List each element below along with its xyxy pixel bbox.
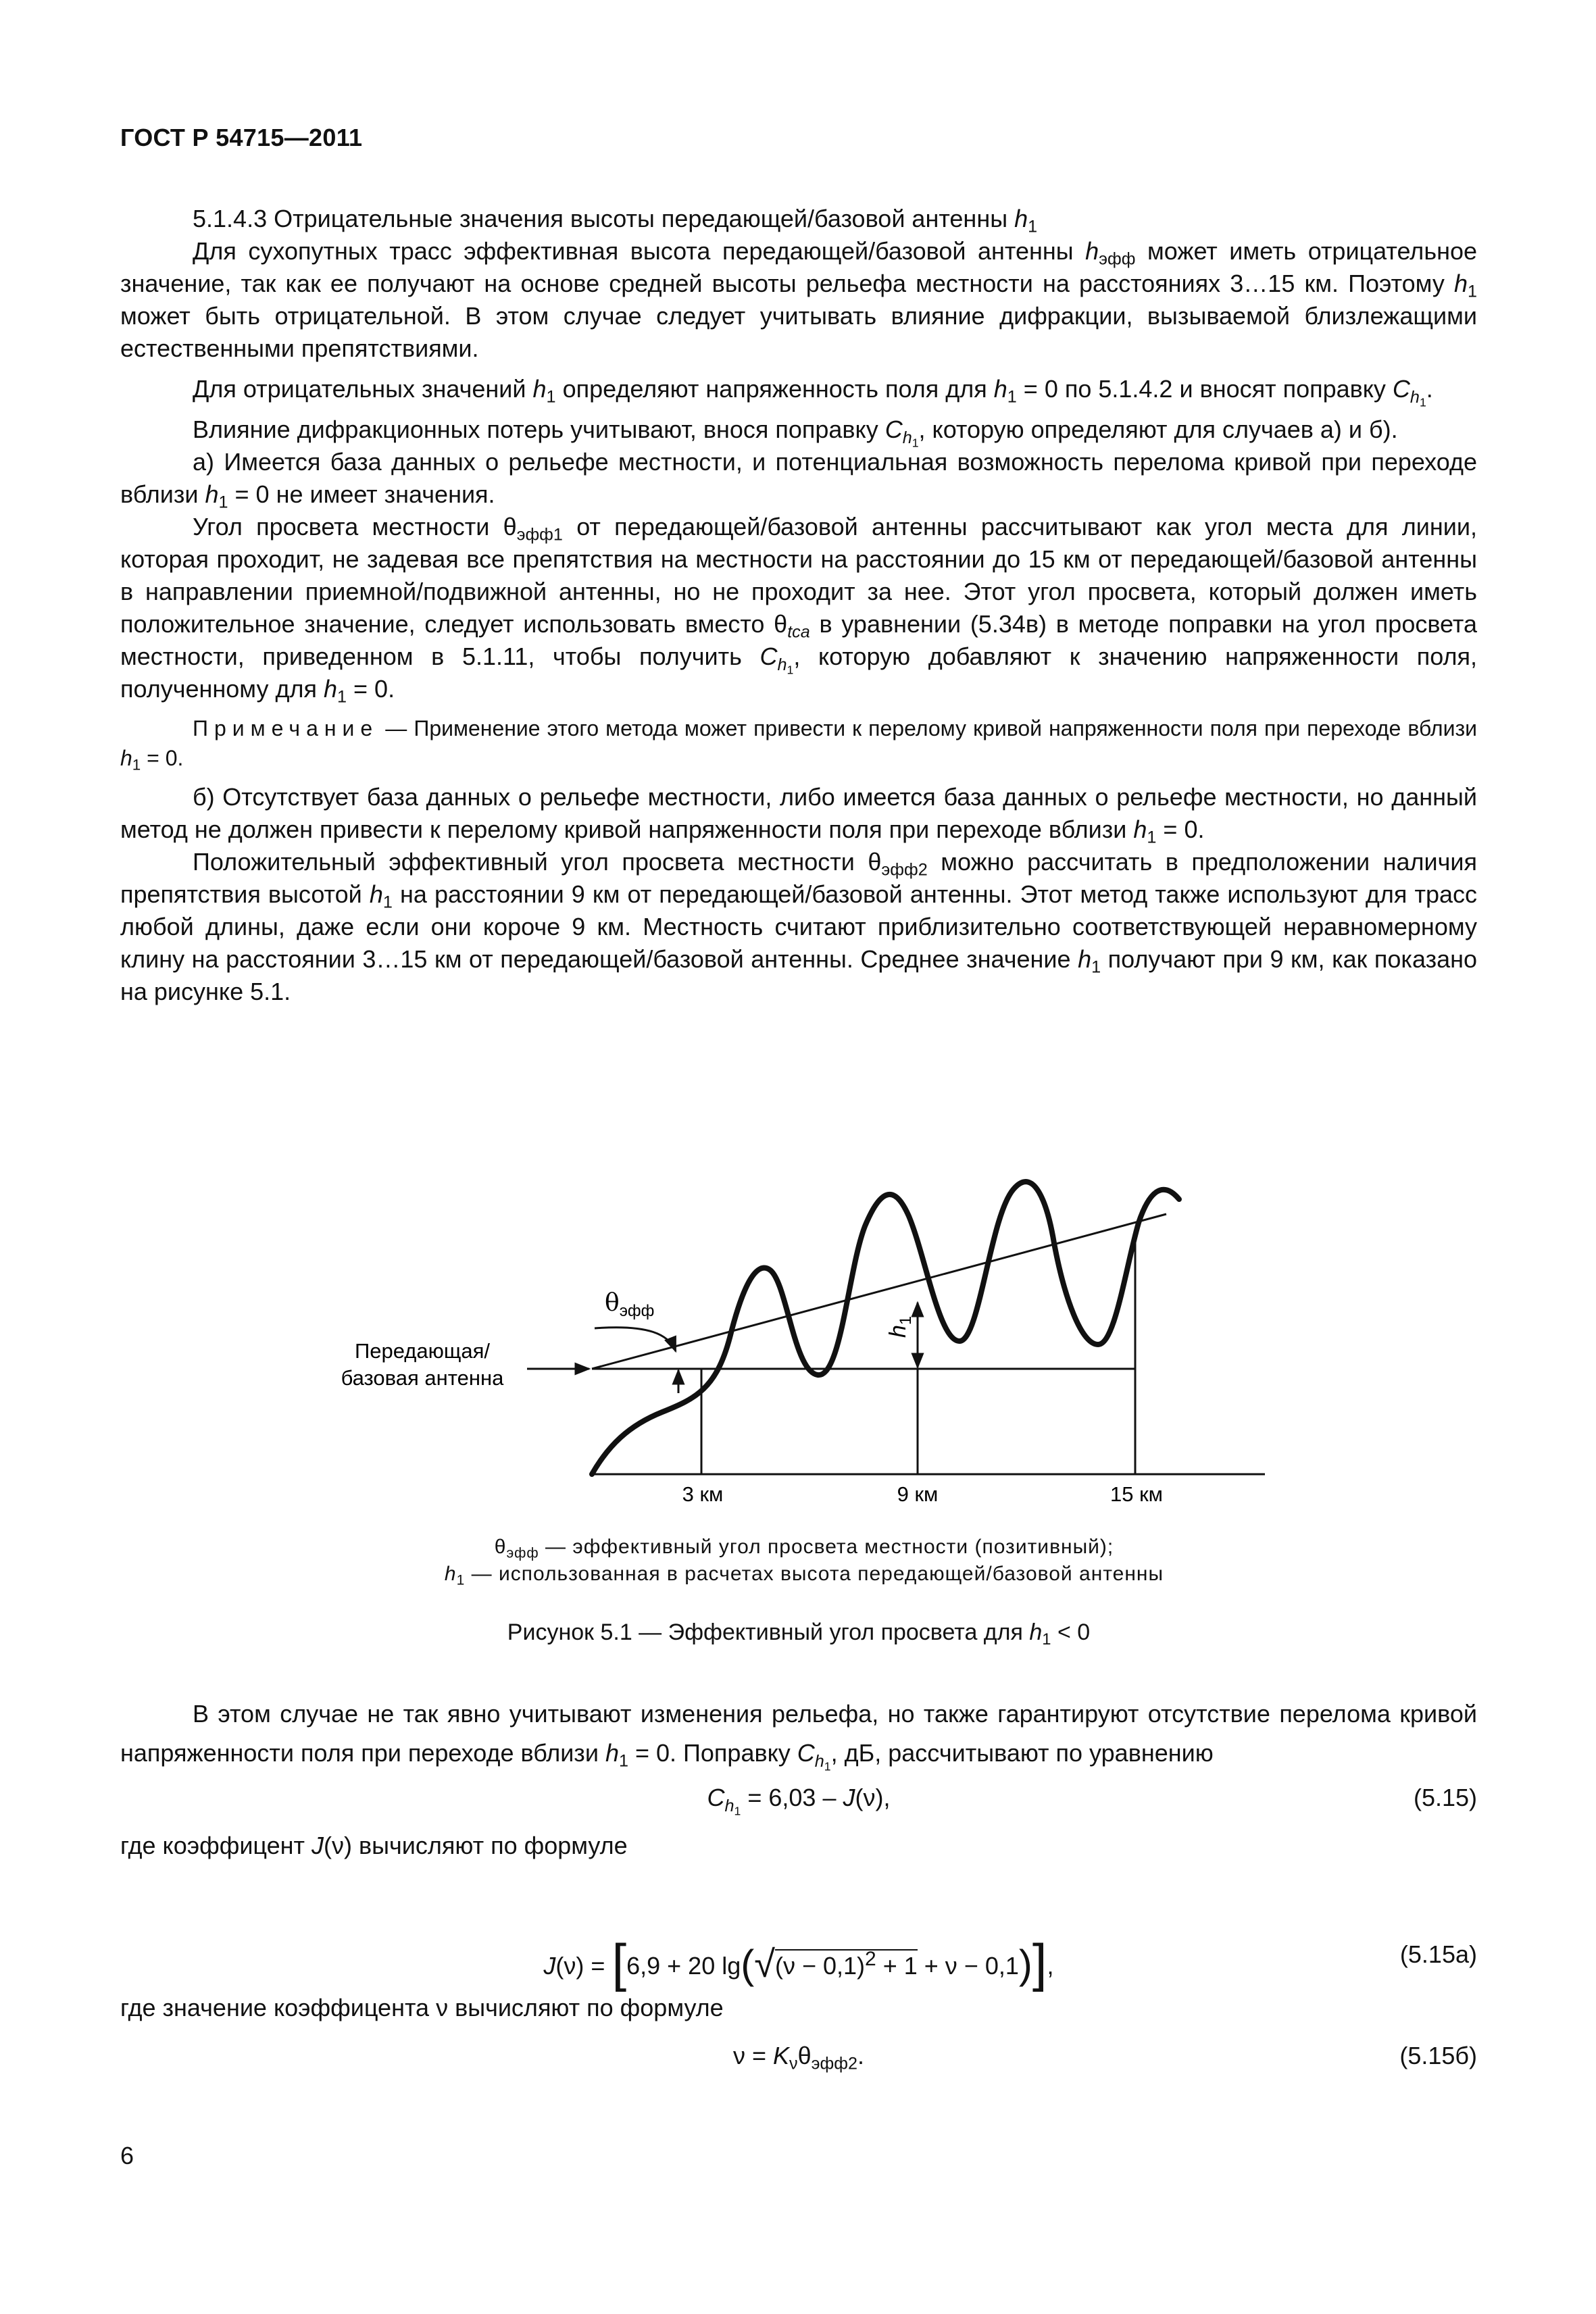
paragraph-1: Для сухопутных трасс эффективная высота передающей/базовой антенны $h_{эфф}$ может иметь отрицательное значение, так как ее получают на основе средней высоты рельефа местности на расстояниях 3…15 км. Поэтому $h_1$ может быть отрицательной. В этом случае следует учитывать влияние дифракции, вызываемой близлежащими естественными препятствиями. — [120, 237, 1477, 362]
paragraph-4: а) Имеется база данных о рельефе местности, и потенциальная возможность перелома кривой при переходе вблизи $h_1 = 0$ не имеет значения. — [120, 448, 1477, 512]
paragraph-2: Для отрицательных значений $h_1$ определяют напряженность поля для $h_1 = 0$ по 5.1.4.2 и вносят поправку $C_{h_1}$. — [193, 375, 1433, 409]
figure-legend — [338, 1534, 1270, 1588]
figure-caption: Рисунок 5.1 — Эффективный угол просвета для $h_1 < 0$ — [507, 1619, 1091, 1649]
h1-label: $h_1$ — [885, 1315, 915, 1338]
text-block-bottom — [120, 1694, 1477, 1773]
paragraph-5: Угол просвета местности $\theta_{эфф1}$ от передающей/базовой антенны рассчитывают как угол места для линии, которая проходит, не задевая все препятствия на местности на расстоянии до 15 км от передающей/базовой антенны в направлении приемной/подвижной антенны, но не проходит за нее. Этот угол просвета, который должен иметь положительное значение, следует использовать вместо $\theta_{tca}$ в уравнении (5.34в) в методе поправки на угол просвета местности, приведенном в 5.1.11, чтобы получить $C_{h_1}$, которую добавляют к значению напряженности поля, полученному для $h_1 = 0$. — [120, 513, 1478, 707]
clearance-line — [592, 1214, 1166, 1369]
equation-number-5-15a: (5.15а) — [1399, 1940, 1477, 1968]
equation-number-5-15b: (5.15б) — [1399, 2042, 1477, 2069]
antenna-label-2: базовая антенна — [341, 1366, 504, 1390]
paragraph-6: б) Отсутствует база данных о рельефе местности, либо имеется база данных о рельефе местности, но данный метод не должен привести к перелому кривой напряженности поля при переходе вблизи $h_1 = 0$. — [120, 783, 1477, 847]
note: Примечание — Применение этого метода может привести к перелому кривой напряженности поля при переходе вблизи $h_1 = 0$. — [120, 716, 1477, 774]
where-2: где значение коэффицента ν вычисляют по формуле — [120, 1994, 724, 2021]
standard-header: ГОСТ Р 54715—2011 — [120, 124, 363, 151]
paragraph-7: Положительный эффективный угол просвета местности $\theta_{эфф2}$ можно рассчитать в предположении наличия препятствия высотой $h_1$ на расстоянии 9 км от передающей/базовой антенны. Этот метод также используют для трасс любой длины, даже если они короче 9 км. Местность считают приблизительно соответствующей неравномерному клину на расстоянии 3…15 км от передающей/базовой антенны. Среднее значение $h_1$ получают при 9 км, как показано на рисунке 5.1. — [120, 848, 1478, 1005]
legend-line-1: $\theta_{эфф}$ — эффективный угол просвета местности (позитивный); — [494, 1536, 1114, 1561]
tick-label-3km: 3 км — [682, 1482, 724, 1506]
paragraph-3: Влияние дифракционных потерь учитывают, внося поправку $C_{h_1}$, которую определяют для случаев а) и б). — [193, 416, 1398, 449]
paragraph-8: В этом случае не так явно учитывают изменения рельефа, но также гарантируют отсутствие перелома кривой напряженности поля при переходе вблизи $h_1 = 0$. Поправку $C_{h_1}$, дБ, рассчитывают по уравнению — [120, 1700, 1477, 1773]
equation-5-15: $C_{h_1} = 6,03 - J(\nu)$, (5.15) — [707, 1784, 1477, 1817]
theta-arc-arrow — [595, 1328, 676, 1351]
section-title: 5.1.4.3 Отрицательные значения высоты передающей/базовой антенны $h_1$ — [193, 205, 1038, 236]
equation-number-5-15: (5.15) — [1413, 1784, 1477, 1811]
tick-label-15km: 15 км — [1110, 1482, 1163, 1506]
tick-label-9km: 9 км — [897, 1482, 939, 1506]
equation-5-15a: J(ν) = [6,9 + 20 $\lg(√(\nu - 0,1)^2 + 1 + \nu - 0,1)$], (5.15а) — [543, 1933, 1477, 1992]
page-number: 6 — [120, 2142, 134, 2169]
antenna-label-1: Передающая/ — [354, 1339, 491, 1363]
legend-line-2: $h_1$ — использованная в расчетах высота передающей/базовой антенны — [444, 1563, 1164, 1588]
text-block-top — [120, 203, 1477, 1008]
equation-5-15b: $\nu = K_\nu\theta_{эфф2}$. (5.15б) — [733, 2042, 1477, 2073]
theta-label: $\theta_{эфф}$ — [605, 1289, 655, 1320]
figure-5-1 — [0, 1162, 1596, 1527]
where-1: где коэффицент J(ν) вычисляют по формуле — [120, 1832, 628, 1859]
